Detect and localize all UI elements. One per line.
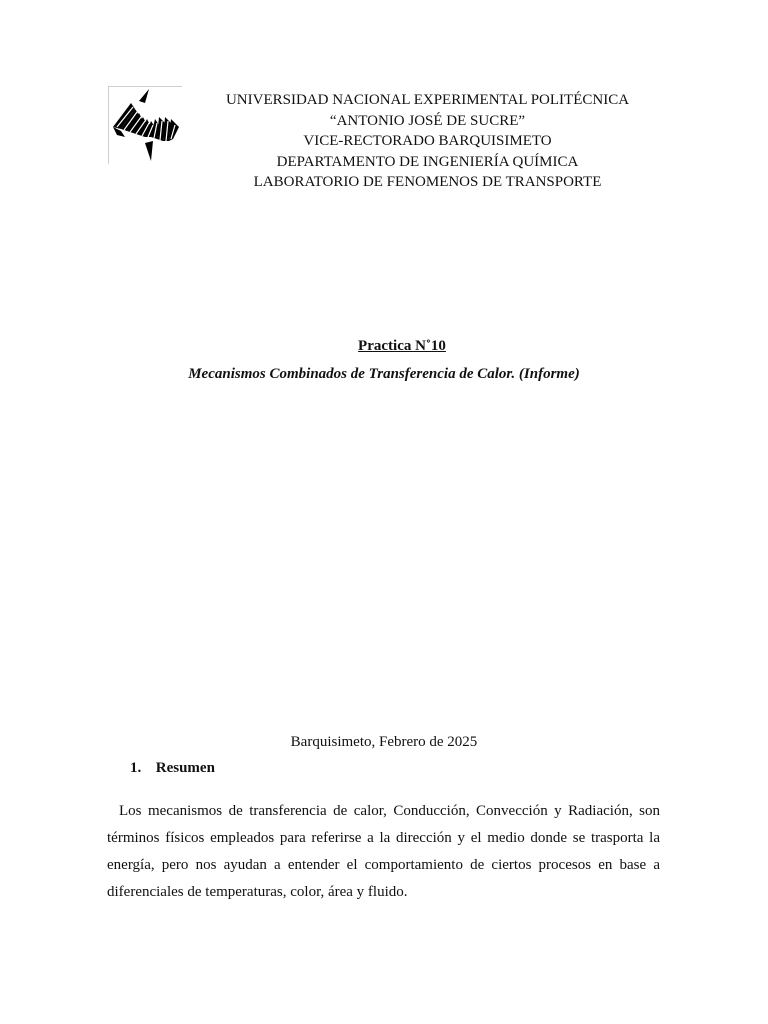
section-title: Resumen [155,760,215,776]
header-department: DEPARTAMENTO DE INGENIERÍA QUÍMICA [276,153,579,170]
institution-header [190,90,665,193]
practice-subtitle: Mecanismos Combinados de Transferencia de Calor. (Informe) [188,366,580,382]
summary-paragraph: Los mecanismos de transferencia de calor, Conducción, Convección y Radiación, son términos físicos empleados para referirse a la dirección y el medio donde se trasporta la energía, pero nos ayudan a entender el comportamiento de ciertos procesos en base a diferenciales de temperaturas, color, área y fluido. [107,803,660,900]
university-logo-icon [108,86,182,164]
header-university-name: “ANTONIO JOSÉ DE SUCRE” [329,112,526,129]
section-number: 1. [130,760,142,776]
section-heading [130,760,215,777]
practice-title: Practica N˚10 [358,338,446,354]
header-laboratory: LABORATORIO DE FENOMENOS DE TRANSPORTE [253,174,602,190]
place-date: Barquisimeto, Febrero de 2025 [290,734,478,750]
header-vice-rectorate: VICE-RECTORADO BARQUISIMETO [303,133,552,149]
header-university: UNIVERSIDAD NACIONAL EXPERIMENTAL POLITÉCNICA [225,92,630,108]
